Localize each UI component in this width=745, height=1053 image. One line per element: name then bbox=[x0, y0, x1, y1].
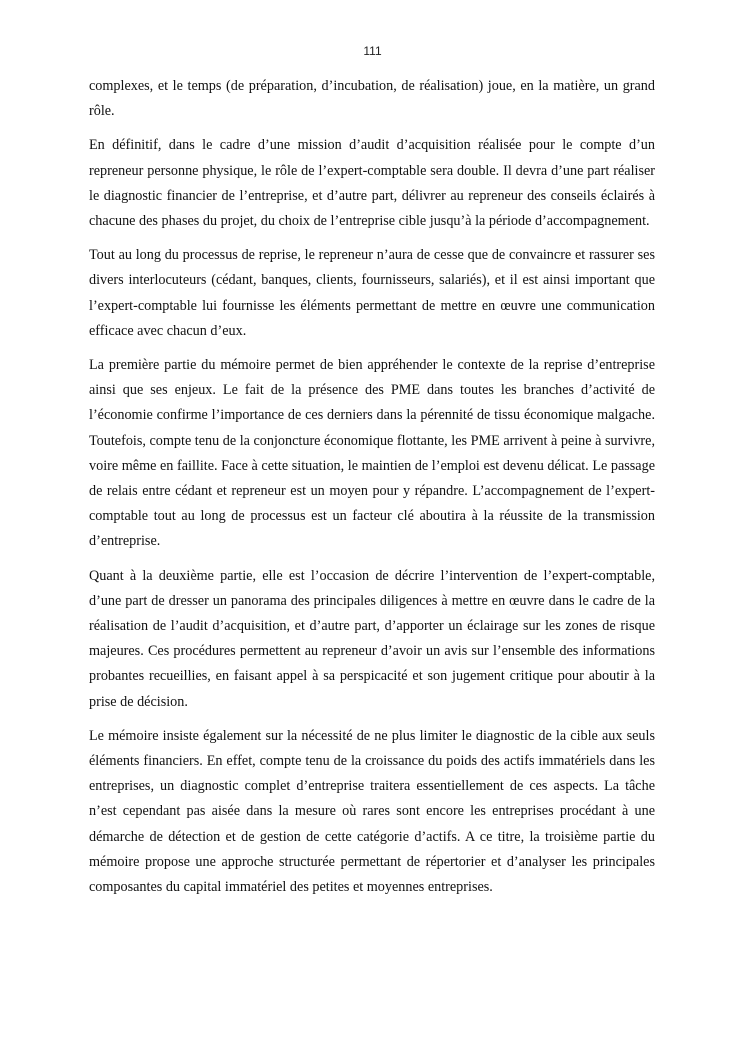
paragraph-troisieme-partie: Le mémoire insiste également sur la nécessité de ne plus limiter le diagnostic de la cible aux seuls éléments financiers. En effet, compte tenu de la croissance du poids des actifs immatériels dans les entreprises, un diagnostic complet d’entreprise traitera essentiellement de ces aspects. La tâche n’est cependant pas aisée dans la mesure où rares sont encore les entreprises procédant à une démarche de détection et de gestion de cette catégorie d’actifs. A ce titre, la troisième partie du mémoire propose une approche structurée permettant de répertorier et d’analyser les principales composantes du capital immatériel des petites et moyennes entreprises. bbox=[89, 727, 655, 896]
page-number: 111 bbox=[363, 44, 382, 58]
paragraph-deuxieme-partie: Quant à la deuxième partie, elle est l’occasion de décrire l’intervention de l’expert-comptable, d’une part de dresser un panorama des principales diligences à mettre en œuvre dans le cadre de la réalisation de l’audit d’acquisition, et d’autre part, d’apporter un éclairage sur les zones de risque majeures. Ces procédures permettent au repreneur d’avoir un avis sur l’ensemble des informations probantes recueillies, en faisant appel à sa perspicacité et son jugement critique pour aboutir à la prise de décision. bbox=[89, 567, 655, 710]
paragraph-continuation: complexes, et le temps (de préparation, d’incubation, de réalisation) joue, en la matière, un grand rôle. bbox=[89, 78, 655, 120]
paragraph-definitif: En définitif, dans le cadre d’une mission d’audit d’acquisition réalisée pour le compte d’un repreneur personne physique, le rôle de l’expert-comptable sera double. Il devra d’une part réaliser le diagnostic financier de l’entreprise, et d’autre part, délivrer au repreneur des conseils éclairés à chacune des phases du projet, du choix de l’entreprise cible jusqu’à la période d’accompagnement. bbox=[89, 137, 655, 230]
paragraph-premiere-partie: La première partie du mémoire permet de bien appréhender le contexte de la reprise d’entreprise ainsi que ses enjeux. Le fait de la présence des PME dans toutes les branches d’activité de l’économie confirme l’importance de ces derniers dans la pérennité de tissu économique malgache. Toutefois, compte tenu de la conjoncture économique flottante, les PME arrivent à peine à survivre, voire même en faillite. Face à cette situation, le maintien de l’emploi est devenu délicat. Le passage de relais entre cédant et repreneur est un moyen pour y répandre. L’accompagnement de l’expert-comptable tout au long de processus est un facteur clé aboutira à la réussite de la transmission d’entreprise. bbox=[89, 357, 655, 550]
document-body bbox=[89, 74, 655, 909]
paragraph-processus-reprise: Tout au long du processus de reprise, le repreneur n’aura de cesse que de convaincre et rassurer ses divers interlocuteurs (cédant, banques, clients, fournisseurs, salariés), et il est ainsi important que l’expert-comptable lui fournisse les éléments permettant de mettre en œuvre une communication efficace avec chacun d’eux. bbox=[89, 247, 655, 339]
